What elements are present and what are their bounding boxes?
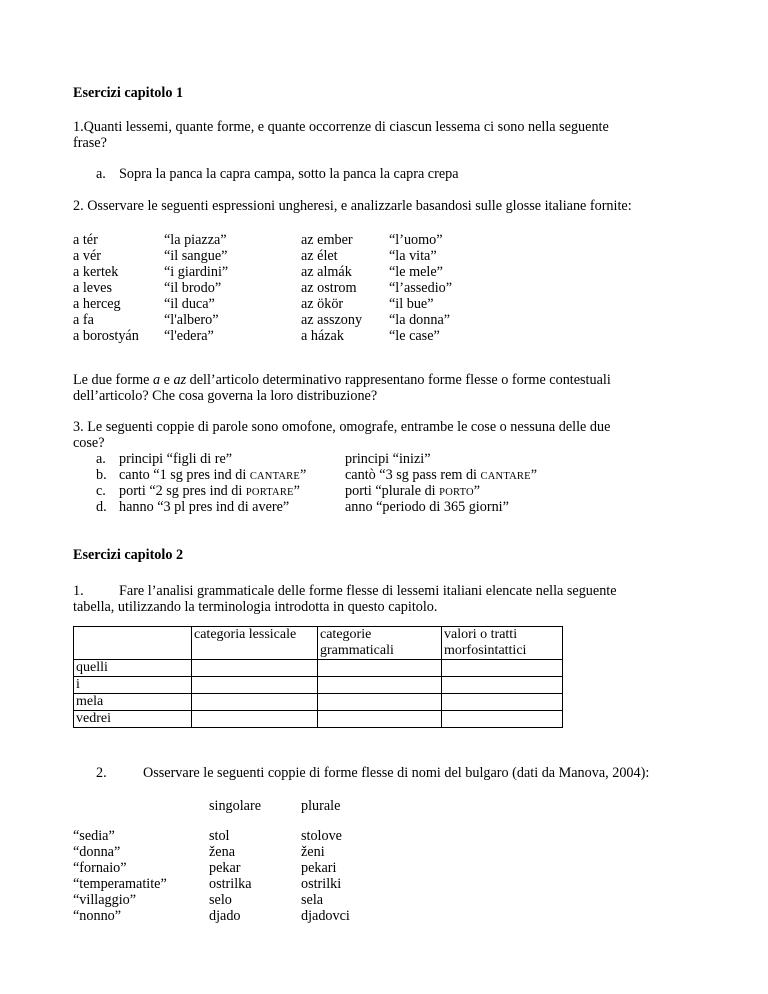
table-cell[interactable] (442, 711, 563, 728)
list-item: djadovci (301, 908, 350, 924)
list-item: “l’uomo” (389, 232, 443, 248)
pair-a-label: a. (96, 451, 106, 467)
list-item: ostrilki (301, 876, 342, 892)
list-item: pekari (301, 860, 337, 876)
ch2-question-2-number: 2. (96, 765, 107, 781)
list-item: stol (209, 828, 230, 844)
header-text: categorie (320, 627, 372, 642)
chapter-2-heading: Esercizi capitolo 2 (73, 547, 184, 563)
table-cell-row-label: vedrei (74, 711, 192, 728)
list-item: djado (209, 908, 241, 924)
list-item: a kertek (73, 264, 119, 280)
pair-a-left: principi “figli di re” (119, 451, 233, 467)
table-cell[interactable] (192, 711, 318, 728)
table-row (74, 711, 563, 728)
list-item: stolove (301, 828, 342, 844)
list-item: “la vita” (389, 248, 437, 264)
question-3-line-1: 3. Le seguenti coppie di parole sono omofone, omografe, entrambe le cose o nessuna delle due (73, 419, 611, 435)
table-row (74, 694, 563, 711)
followup-text: Le due forme (73, 372, 153, 388)
pair-text: ” (299, 467, 307, 483)
table-cell[interactable] (192, 677, 318, 694)
list-item: pekar (209, 860, 241, 876)
table-cell-row-label: quelli (74, 660, 192, 677)
list-item: az almák (301, 264, 352, 280)
bulgarian-singular-list (209, 828, 252, 924)
column-header-plural: plurale (301, 798, 341, 814)
list-item: a vér (73, 248, 101, 264)
list-item: sela (301, 892, 324, 908)
followup-form-az: az (173, 372, 187, 388)
pair-text: ” (473, 483, 481, 499)
table-cell[interactable] (442, 694, 563, 711)
table-cell[interactable] (442, 660, 563, 677)
table-header-cell-blank (74, 627, 192, 660)
list-item: ostrilka (209, 876, 252, 892)
gloss-a-list (164, 232, 228, 344)
table-cell[interactable] (318, 660, 442, 677)
list-item: “donna” (73, 844, 121, 860)
header-text: valori o tratti (444, 627, 518, 642)
pair-d-right: anno “periodo di 365 giorni” (345, 499, 509, 515)
analysis-table (73, 626, 563, 728)
list-item: a herceg (73, 296, 121, 312)
pair-text: cantò “3 sg pass rem di (345, 467, 481, 483)
pair-text: porti “2 sg pres ind di (119, 483, 246, 499)
pair-lexeme: PORTARE (245, 487, 294, 498)
pair-b-label: b. (96, 467, 107, 483)
question-1-sentence: Sopra la panca la capra campa, sotto la panca la capra crepa (119, 166, 459, 182)
list-item: “temperamatite” (73, 876, 167, 892)
pair-c-label: c. (96, 483, 106, 499)
list-item: a leves (73, 280, 112, 296)
pair-text: canto “1 sg pres ind di (119, 467, 250, 483)
list-item: “le case” (389, 328, 440, 344)
list-item: “le mele” (389, 264, 443, 280)
hungarian-a-list (73, 232, 139, 344)
chapter-1-heading: Esercizi capitolo 1 (73, 85, 184, 101)
list-item: “il sangue” (164, 248, 228, 264)
list-item: az asszony (301, 312, 363, 328)
table-cell[interactable] (318, 711, 442, 728)
list-item: “l'albero” (164, 312, 219, 328)
table-cell-row-label: i (74, 677, 192, 694)
followup-text: e (160, 372, 174, 388)
question-2-followup-line-2: dell’articolo? Che cosa governa la loro distribuzione? (73, 388, 378, 404)
bulgarian-plural-list (301, 828, 350, 924)
table-cell[interactable] (192, 660, 318, 677)
table-cell-row-label: mela (74, 694, 192, 711)
pair-text: ” (293, 483, 300, 499)
list-item: a fa (73, 312, 94, 328)
header-text: grammaticali (320, 643, 394, 658)
pair-lexeme: CANTARE (249, 471, 300, 482)
table-header-cell (442, 627, 563, 660)
list-item: “la piazza” (164, 232, 227, 248)
list-item: “l’assedio” (389, 280, 453, 296)
list-item: a tér (73, 232, 98, 248)
list-item: az ökör (301, 296, 344, 312)
pair-a-right: principi “inizi” (345, 451, 431, 467)
list-item: ženi (301, 844, 325, 860)
ch2-question-1-line-2: tabella, utilizzando la terminologia introdotta in questo capitolo. (73, 599, 438, 615)
list-item: “la donna” (389, 312, 451, 328)
list-item: az ember (301, 232, 353, 248)
list-item: “sedia” (73, 828, 115, 844)
list-item: “fornaio” (73, 860, 127, 876)
list-item: “il duca” (164, 296, 215, 312)
question-1-line-2: frase? (73, 135, 107, 151)
followup-text: dell’articolo determinativo rappresentano forme flesse o forme contestuali (186, 372, 611, 388)
pair-lexeme: PORTO (439, 487, 474, 498)
pair-lexeme: CANTARE (480, 471, 531, 482)
table-header-cell: categoria lessicale (192, 627, 318, 660)
list-item: žena (209, 844, 235, 860)
table-row (74, 677, 563, 694)
question-1-item-label: a. (96, 166, 106, 182)
question-2-text: 2. Osservare le seguenti espressioni ungheresi, e analizzarle basandosi sulle glosse italiane fornite: (73, 198, 632, 214)
ch2-question-1-line-1: Fare l’analisi grammaticale delle forme flesse di lessemi italiani elencate nella seguente (119, 583, 617, 599)
table-cell[interactable] (318, 694, 442, 711)
list-item: “il bue” (389, 296, 434, 312)
hungarian-az-list (301, 232, 362, 344)
question-2-followup-line-1 (73, 372, 611, 388)
table-row (74, 660, 563, 677)
bulgarian-glosses-list (73, 828, 167, 924)
gloss-az-list (389, 232, 452, 344)
list-item: “nonno” (73, 908, 122, 924)
pair-text: ” (530, 467, 538, 483)
list-item: “il brodo” (164, 280, 222, 296)
table-cell[interactable] (442, 677, 563, 694)
question-1-line-1: 1.Quanti lessemi, quante forme, e quante occorrenze di ciascun lessema ci sono nella seguente (73, 119, 609, 135)
pair-d-label: d. (96, 499, 107, 515)
question-3-line-2: cose? (73, 435, 105, 451)
table-cell[interactable] (192, 694, 318, 711)
column-header-singular: singolare (209, 798, 262, 814)
ch2-question-2-text: Osservare le seguenti coppie di forme flesse di nomi del bulgaro (dati da Manova, 2004): (143, 765, 650, 781)
followup-form-a: a (152, 372, 161, 388)
pair-text: porti “plurale di (345, 483, 440, 499)
pair-d-left: hanno “3 pl pres ind di avere” (119, 499, 290, 515)
list-item: “villaggio” (73, 892, 137, 908)
list-item: “l'edera” (164, 328, 214, 344)
list-item: a házak (301, 328, 344, 344)
table-header-row (74, 627, 563, 660)
list-item: az ostrom (301, 280, 357, 296)
list-item: a borostyán (73, 328, 139, 344)
list-item: az élet (301, 248, 338, 264)
table-header-cell (318, 627, 442, 660)
list-item: “i giardini” (164, 264, 229, 280)
header-text: morfosintattici (444, 643, 527, 658)
list-item: selo (209, 892, 232, 908)
ch2-question-1-number: 1. (73, 583, 84, 599)
table-cell[interactable] (318, 677, 442, 694)
